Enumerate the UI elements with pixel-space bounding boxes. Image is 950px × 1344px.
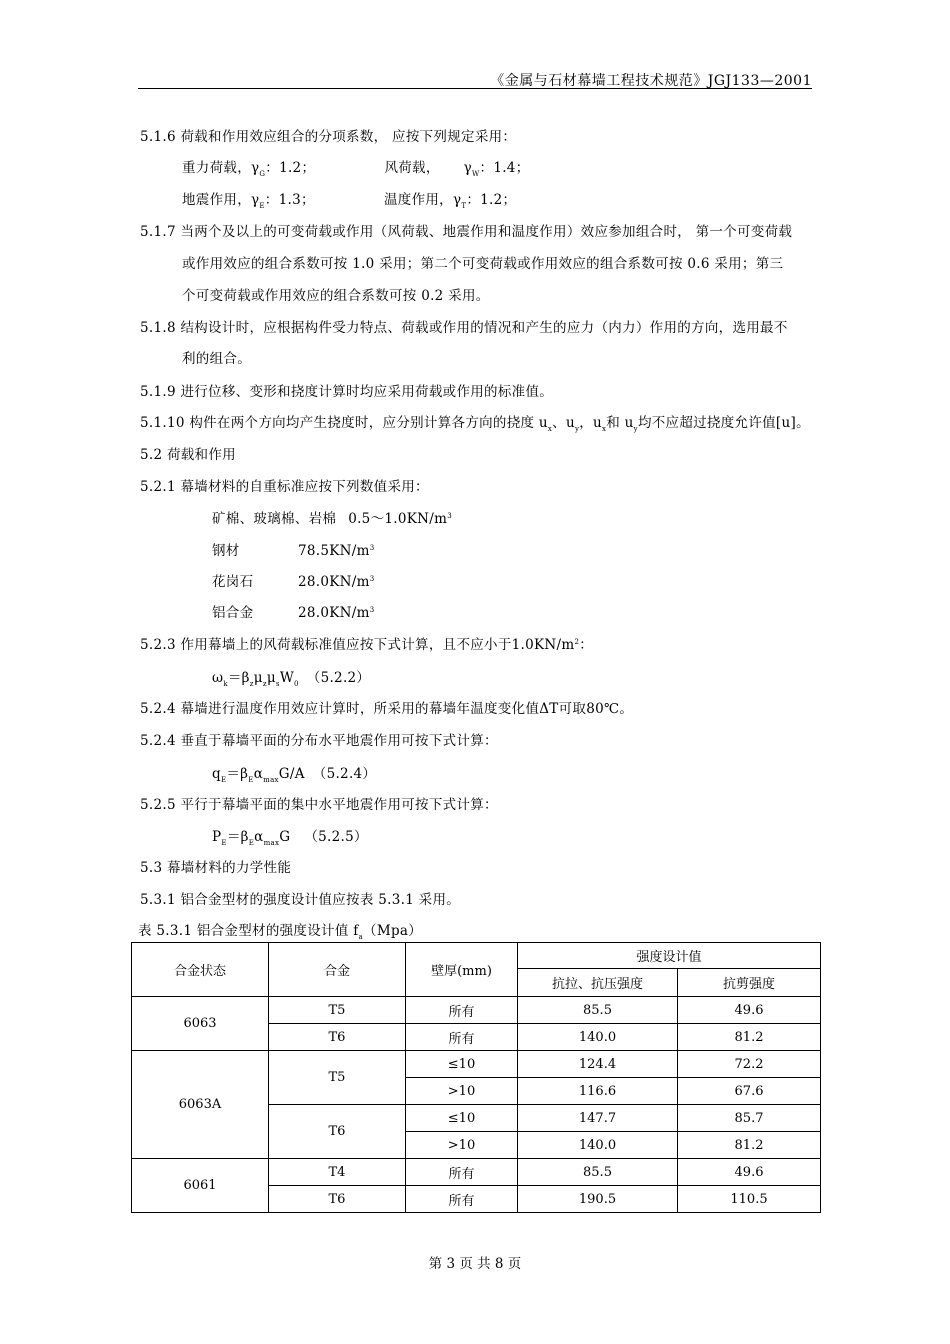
clause-5-3-1: 5.3.1 铝合金型材的强度设计值应按表 5.3.1 采用。 — [140, 892, 461, 908]
alloy-state-cell: 6063A — [132, 1051, 269, 1159]
strength-design-table — [131, 942, 821, 1213]
alloy-state-cell: 6063 — [132, 997, 269, 1051]
clause-5-2-4-temperature: 5.2.4 幕墙进行温度作用效应计算时，所采用的幕墙年温度变化值ΔT可取80℃。 — [140, 701, 634, 717]
table-header-row — [132, 943, 821, 969]
clause-5-2-3: 5.2.3 作用幕墙上的风荷载标准值应按下式计算，且不应小于$1.0KN/m^2$： — [140, 637, 594, 653]
section-5-3-heading: 5.3 幕墙材料的力学性能 — [140, 860, 292, 876]
gravity-symbol: γ — [251, 160, 260, 176]
section-5-2-heading: 5.2 荷载和作用 — [140, 447, 236, 463]
table-row: 6063 T5 所有 85.5 49.6 — [132, 997, 821, 1024]
clause-5-1-8-line-1: 5.1.8 结构设计时，应根据构件受力特点、荷载或作用的情况和产生的应力（内力）作用的方向，选用最不 — [140, 320, 788, 336]
temperature-symbol: γ — [452, 192, 462, 208]
header-strength-design-value: 强度设计值 — [518, 943, 821, 969]
clause-5-2-5: 5.2.5 平行于幕墙平面的集中水平地震作用可按下式计算： — [140, 797, 498, 813]
clause-5-1-7-line-1: 5.1.7 当两个及以上的可变荷载或作用（风荷载、地震作用和温度作用）效应参加组合时， 第一个可变荷载 — [140, 224, 793, 240]
clause-5-1-7-line-3: 个可变荷载或作用效应的组合系数可按 0.2 采用。 — [182, 288, 490, 304]
gravity-label: 重力荷载， — [182, 160, 251, 176]
table-row: T6 ≤10 147.7 85.7 — [132, 1105, 821, 1132]
material-row-mineral-wool: 矿棉、玻璃棉、岩棉 $0.5\sim 1.0KN/m^3$ — [212, 511, 452, 527]
quake-value: ：1.3； — [264, 192, 315, 208]
clause-5-2-1: 5.2.1 幕墙材料的自重标准应按下列数值采用： — [140, 479, 429, 495]
alloy-state-cell: 6061 — [132, 1159, 269, 1213]
formula-5-2-4: $q_E=\beta_E\alpha_{max}G/A$ （5.2.4） — [212, 766, 377, 784]
quake-label: 地震作用， — [182, 192, 251, 208]
header-wall-thickness: 壁厚(mm) — [406, 943, 518, 997]
clause-5-1-8-line-2: 利的组合。 — [182, 351, 251, 367]
table-row: 6061 T4 所有 85.5 49.6 — [132, 1159, 821, 1186]
temperature-label: 温度作用， — [383, 192, 453, 208]
material-row-granite: 花岗石 $28.0KN/m^3$ — [212, 574, 375, 590]
temperature-value: ：1.2； — [466, 192, 517, 208]
wind-value: ：1.4； — [479, 160, 530, 176]
header-alloy: 合金 — [269, 943, 406, 997]
table-row: >10 116.6 67.6 — [132, 1078, 821, 1105]
quake-symbol: γ — [251, 192, 260, 208]
wind-label: 风荷载， — [384, 160, 440, 176]
running-header: 《金属与石材幕墙工程技术规范》JGJ133—2001 — [490, 73, 812, 89]
clause-5-2-4-seismic: 5.2.4 垂直于幕墙平面的分布水平地震作用可按下式计算： — [140, 733, 498, 749]
formula-5-2-2: $\omega_k=\beta_z\mu_z\mu_sW_0$ （5.2.2） — [212, 670, 371, 688]
table-caption: 表 5.3.1 铝合金型材的强度设计值 $f_a(Mpa)$ — [138, 923, 423, 941]
material-row-aluminium: 铝合金 $28.0KN/m^3$ — [212, 605, 375, 621]
clause-5-1-7-line-2: 或作用效应的组合系数可按 1.0 采用；第二个可变荷载或作用效应的组合系数可按 0.6 采用；第三 — [182, 256, 784, 272]
clause-5-1-10: 5.1.10 构件在两个方向均产生挠度时，应分别计算各方向的挠度 $u_x$、$u_y$，$u_x$和 $u_y$均不应超过挠度允许值[u]。 — [140, 415, 810, 433]
coefficient-row-2: 地震作用，$\gamma_E$：1.3； 温度作用，$\gamma_T$：1.2； — [182, 192, 517, 210]
header-shear: 抗剪强度 — [678, 969, 821, 997]
clause-5-1-6: 5.1.6 荷载和作用效应组合的分项系数， 应按下列规定采用： — [140, 129, 517, 145]
wind-symbol: γ — [463, 160, 473, 176]
table-row: T6 所有 140.0 81.2 — [132, 1024, 821, 1051]
material-row-steel: 钢材 $78.5KN/m^3$ — [212, 543, 375, 559]
header-tension-compression: 抗拉、抗压强度 — [518, 969, 678, 997]
clause-5-1-9: 5.1.9 进行位移、变形和挠度计算时均应采用荷载或作用的标准值。 — [140, 384, 554, 400]
header-alloy-state: 合金状态 — [132, 943, 269, 997]
table-row: T6 所有 190.5 110.5 — [132, 1186, 821, 1213]
coefficient-row-1: 重力荷载，$\gamma_G$：1.2； 风荷载， $\gamma_W$：1.4； — [182, 160, 530, 178]
table-row: >10 140.0 81.2 — [132, 1132, 821, 1159]
page-number-footer: 第 3 页 共 8 页 — [428, 1256, 522, 1272]
formula-5-2-5: $P_E=\beta_E\alpha_{max}G$ （5.2.5） — [212, 829, 368, 847]
gravity-value: ：1.2； — [265, 160, 316, 176]
table-row: 6063A T5 ≤10 124.4 72.2 — [132, 1051, 821, 1078]
header-rule — [138, 88, 812, 89]
